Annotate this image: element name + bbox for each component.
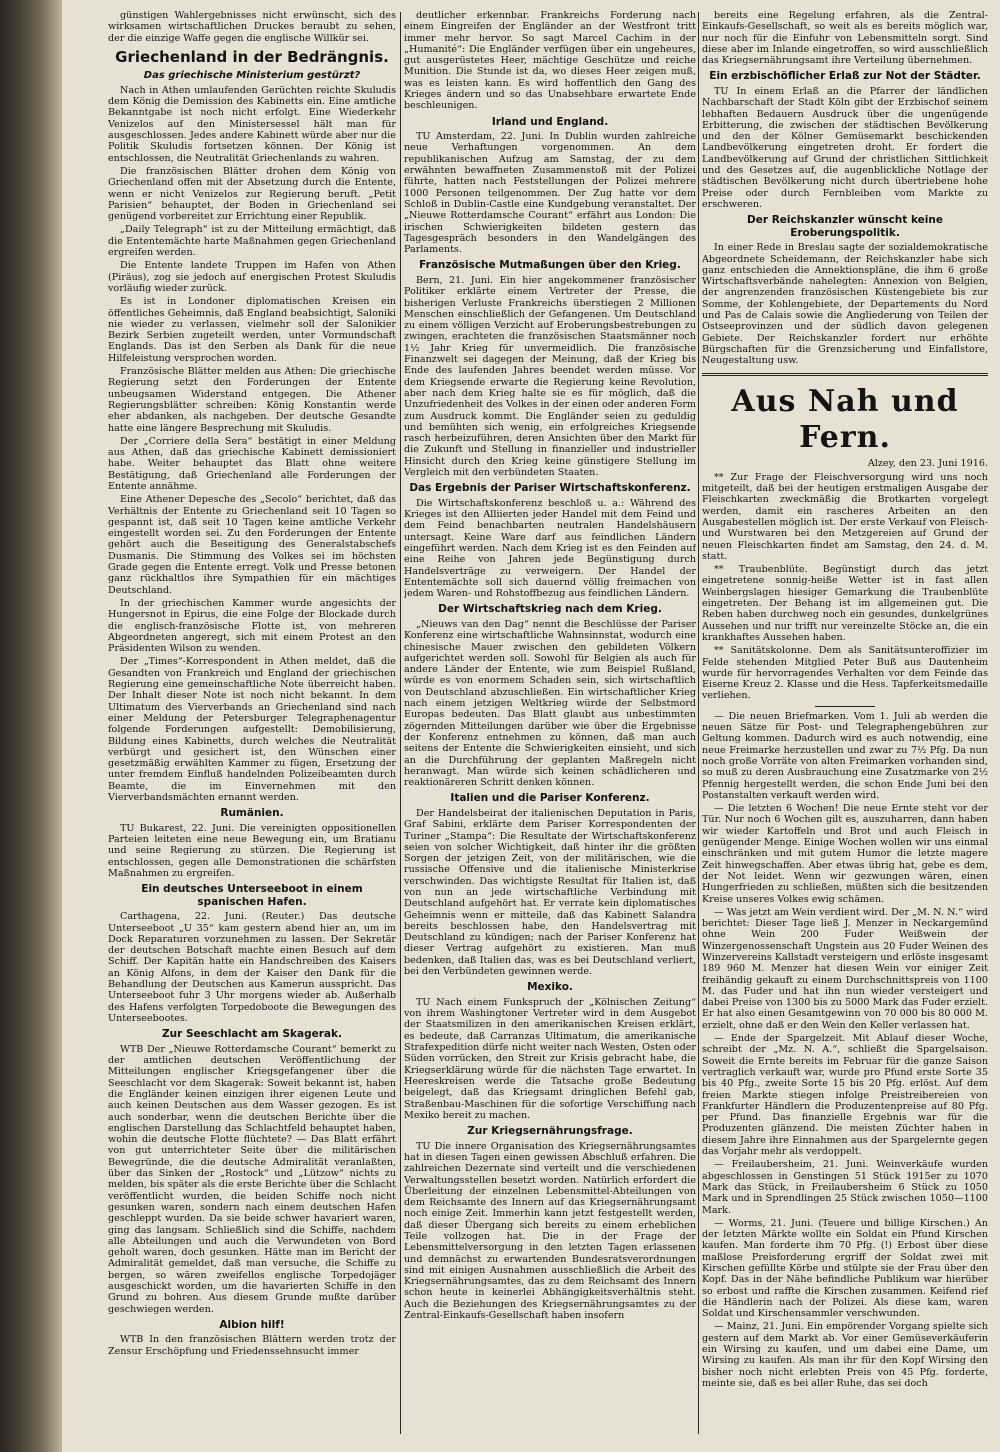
section-heading: Italien und die Pariser Konferenz. xyxy=(450,792,650,805)
paragraph: Französische Blätter melden aus Athen: Die griechische Regierung setzt den Forderungen der Entente unbeugsamen Widerstand entgegen. Die Athener Regierungsblätter schreiben: König Konstantin werde eher abdanken, als nachgeben. Der deutsche Gesandte hatte eine längere Besprechung mit Skuludis. xyxy=(108,366,396,434)
paragraph: Die französischen Blätter drohen dem König von Griechenland offen mit der Absetzung durch die Entente, wenn er nicht Venizelos zur Regierung beruft. „Petit Parisien“ behauptet, der Boden in Griechenland sei genügend vorbereitet zur Errichtung einer Republik. xyxy=(108,165,396,223)
paragraph: — Mainz, 21. Juni. Ein empörender Vorgang spielte sich gestern auf dem Markt ab. Vor einer Gemüseverkäuferin ein Wirsing zu kaufen, und um dabei eine Dame, um Wirsing zu kaufen. Als man ihr für den Kopf Wirsing den bisher noch nicht erlebten Preis von 45 Pfg. forderte, meinte sie, daß es bei aller Ruhe, das sei doch xyxy=(702,1321,988,1389)
paragraph: — Worms, 21. Juni. (Teuere und billige Kirschen.) An der letzten Märkte wollte ein Soldat ein Pfund Kirschen kaufen. Man forderte ihm 70 Pfg. (!) Erbost über diese maßlose Preisforderung ergriff der Soldat zwei mit Kirschen gefüllte Körbe und stülpte sie der Frau über den Kopf. Das in der Nähe befindliche Publikum war hierüber so erbost und raffte die Kirschen zusammen. Keifend rief die Händlerin nach der Polizei. Als diese kam, waren Soldat und Kirschensammler verschwunden. xyxy=(702,1217,988,1320)
paragraph: Die Wirtschaftskonferenz beschloß u. a.: Während des Krieges ist den Alliierten jeder Handel mit dem Feind und dem Feind benachbarten neutralen Handelshäusern untersagt. Keine Ware darf aus feindlichen Ländern eingeführt werden. Nach dem Krieg ist es den Feinden auf eine Reihe von Jahren jede Begünstigung durch Handelsverträge zu verweigern. Der Handel der Ententemächte soll sich dauernd völlig freimachen von jedem Waren- und Rohstoffbezug aus feindlichen Ländern. xyxy=(404,497,696,600)
book-binding-edge xyxy=(0,0,62,1452)
paragraph: günstigen Wahlergebnisses nicht erwünscht, sich des wirksamen wirtschaftlichen Druckes beraubt zu sehen, der die einzige Waffe gegen die englische Willkür sei. xyxy=(108,10,396,44)
paragraph: deutlicher erkennbar. Frankreichs Forderung nach einem Eingreifen der Engländer an der Westfront tritt immer mehr hervor. So sagt Marcel Cachim in der „Humanité“: Die Engländer verfügen über ein ungeheures, gut ausgerüstetes Heer, mächtige Geschütze und reiche Munition. Die Stunde ist da, wo dieses Heer zeigen muß, was es leisten kann. Es wird hoffentlich den Gang des Krieges ändern und so das Unabsehbare erwartete Ende beschleunigen. xyxy=(404,10,696,112)
divider xyxy=(702,373,988,376)
paragraph: Carthagena, 22. Juni. (Reuter.) Das deutsche Unterseeboot „U 35“ kam gestern abend hier an, um im Dock Reparaturen vorzunehmen zu lassen. Der Sekretär der deutschen Botschaft machte einen Besuch auf dem Schiff. Der Kapitän hatte ein Handschreiben des Kaisers an König Alfons, in dem der Kaiser den Dank für die Behandlung der Deutschen aus Kamerun ausspricht. Das Unterseeboot fuhr 3 Uhr morgens wieder ab. Außerhalb des Hafens verfolgten Torpedoboote die Bewegungen des Unterseebootes. xyxy=(108,911,396,1024)
paragraph: Der „Corriere della Sera“ bestätigt in einer Meldung aus Athen, daß das griechische Kabinett demissioniert habe. Weiter behauptet das Blatt ohne weitere Bestätigung, daß Griechenland alle Forderungen der Entente annähme. xyxy=(108,435,396,492)
paragraph: TU Amsterdam, 22. Juni. In Dublin wurden zahlreiche neue Verhaftungen vorgenommen. An dem republikanischen Aufzug am Samstag, der zu dem erwähnten bewaffneten Zusammenstoß mit der Polizei führte, hatten nach Feststellungen der Polizei mehrere 1000 Personen teilgenommen. Der Zug hatte vor dem Schloß in Dublin-Castle eine Kundgebung veranstaltet. Der „Nieuwe Rotterdamsche Courant“ erfährt aus London: Die irischen Schwierigkeiten bildeten gestern das Tagesgespräch besonders in den Wandelgängen des Parlaments. xyxy=(404,131,696,256)
paragraph: Der „Times“-Korrespondent in Athen meldet, daß die Gesandten von Frankreich und England der griechischen Regierung eine gemeinschaftliche Note überreicht haben. Der Inhalt dieser Note ist noch nicht bekannt. In dem Ultimatum des Vierverbands an Griechenland sind nach einer Meldung der Petersburger Telegraphenagentur folgende Forderungen aufgestellt: Demobilisierung, Bildung eines Kabinetts, durch welches die Neutralität verbürgt und gesichert ist, den Wünschen einer gesetzmäßig erwählten Kammer zu fügen, Ersetzung der unter fremdem Einfluß handelnden Polizeibeamten durch Beamte, die im Einvernehmen mit den Vierverbandsmächten ernannt werden. xyxy=(108,656,396,803)
paragraph: Nach in Athen umlaufenden Gerüchten reichte Skuludis dem König die Demission des Kabinetts ein. Eine amtliche Bekanntgabe ist noch nicht erfolgt. Eine Wiederkehr Venizelos auf den Ministersessel hält man für ausgeschlossen. Jedes andere Kabinett würde aber nur die Politik Skuludis fortsetzen können. Der König ist entschlossen, die Neutralität Griechenlands zu wahren. xyxy=(108,84,396,164)
section-heading: Ein deutsches Unterseeboot in einem spanischen Hafen. xyxy=(141,883,363,908)
paragraph: ** Traubenblüte. Begünstigt durch das jetzt eingetretene sonnig-heiße Wetter ist in fast allen Weinbergslagen hiesiger Gemarkung die Traubenblüte eingetreten. Der Behang ist im allgemeinen gut. Die Reben haben durchweg noch ein gesundes, dunkelgrünes Aussehen und nur trifft nur vereinzelte Stöcke an, die ein krankhaftes Aussehen haben. xyxy=(702,564,988,643)
paragraph: WTB In den französischen Blättern werden trotz der Zensur Erschöpfung und Friedenssehnsucht immer xyxy=(108,1334,396,1357)
paragraph: TU Bukarest, 22. Juni. Die vereinigten oppositionellen Parteien leiteten eine neue Bewegung ein, um Bratianu und seine Regierung zu stürzen. Die Regierung ist entschlossen, gegen alle Demonstrationen die schärfsten Maßnahmen zu ergreifen. xyxy=(108,822,396,879)
section-heading: Das Ergebnis der Pariser Wirtschaftskonferenz. xyxy=(409,482,691,495)
column-3 xyxy=(702,10,988,1434)
paragraph: Eine Athener Depesche des „Secolo“ berichtet, daß das Verhältnis der Entente zu Griechenland seit 10 Tagen so gespannt ist, daß seit 10 Tagen keine amtliche Verkehr eingestellt worden sei. Zu den Forderungen der Entente gehört auch die Beseitigung des Generalstabschefs Dusmanis. Die Stimmung des Volkes sei im höchsten Grade gegen die Entente erregt. Volk und Presse betonen ganz rückhaltlos ihre Sympathien für ein mächtiges Deutschland. xyxy=(108,494,396,596)
column-rule xyxy=(400,12,401,1434)
paragraph: Die Entente landete Truppen im Hafen von Athen (Piräus), zog sie jedoch auf energischen Protest Skuludis vorläufig wieder zurück. xyxy=(108,260,396,294)
paragraph: Bern, 21. Juni. Ein hier angekommener französischer Politiker erklärte einem Vertreter der Presse, die bisherigen Verluste Frankreichs überstiegen 2 Millionen Menschen einschließlich der Gefangenen. Um Deutschland zu einem völligen Verzicht auf Eroberungsbestrebungen zu zwingen, erachteten die französischen Staatsmänner noch 1½ Jahr Krieg für unvermeidlich. Die französische Finanzwelt sei dagegen der Meinung, daß der Krieg bis Ende des laufenden Jahres beendet werden müsse. Vor dem Kriegsende erwarte die Regierung keine Revolution, aber nach dem Krieg halte sie es für möglich, daß die Unzufriedenheit des Volkes in der einen oder anderen Form zum Ausdruck kommt. Die Engländer seien zu geduldig und bemühten sich wenig, ein erfolgreiches Kriegsende rasch herbeizuführen, deren Ansichten über den Markt für die Zukunft und Stellung in finanzieller und industrieller Hinsicht durch den Krieg keine günstigere Stellung im Vergleich mit den verbündeten Staaten. xyxy=(404,274,696,478)
section-heading: Rumänien. xyxy=(220,807,284,820)
paragraph: Der Handelsbeirat der italienischen Deputation in Paris, Graf Sabini, erklärte dem Pariser Korrespondenten der Turiner „Stampa“: Die Resultate der Wirtschaftskonferenz seien von solcher Wichtigkeit, daß hinter ihr die größten Sorgen der jetzigen Zeit, von der militärischen, wie die russische Offensive und die italienische Ministerkrise verschwinden. Das wichtigste Resultat für Italien ist, daß von nun an jede wirtschaftliche Verbindung mit Deutschland aufgehört hat. Er verrate kein diplomatisches Geheimnis wenn er mitteile, daß das Kabinett Salandra bereits beschlossen habe, den Handelsvertrag mit Deutschland zu kündigen; nach der Pariser Konferenz hat dieser Vertrag aufgehört zu existieren. Man muß bedenken, daß Italien das, was es bei Deutschland verliert, bei den Verbündeten gewinnen werde. xyxy=(404,807,696,978)
paragraph: In der griechischen Kammer wurde angesichts der Hungersnot in Epirus, die eine Folge der Blockade durch die englisch-französische Flotte ist, von mehreren Abgeordneten angeregt, sich mit einem Protest an den Präsidenten Wilson zu wenden. xyxy=(108,597,396,655)
paragraph: ** Sanitätskolonne. Dem als Sanitätsunteroffizier im Felde stehenden Mitglied Peter Buß aus Dautenheim wurde für hervorragendes Verhalten vor dem Feinde das Eiserne Kreuz 2. Klasse und die Hess. Tapferkeitsmedaille verliehen. xyxy=(702,645,988,702)
paragraph: In einer Rede in Breslau sagte der sozialdemokratische Abgeordnete Scheidemann, der Reichskanzler habe sich ganz entschieden die Annektionspläne, die ihm 6 große Wirtschaftsverbände nahelegten: Annexion von Belgien, der angrenzenden französischen Küstengebiete bis zur Somme, der Kohlengebiete, der Departements du Nord und Pas de Calais sowie die Angliederung von Teilen der Ostseeprovinzen und der südlich davon gelegenen Gebiete. Der Reichskanzler fordert nur erhöhte Bürgschaften für die Grenzsicherung und Einfallstore, Neugestaltung usw. xyxy=(702,242,988,367)
paragraph: — Die neuen Briefmarken. Vom 1. Juli ab werden die neuen Sätze für Post- und Telegraphengebühren zur Geltung kommen. Dadurch wird es auch notwendig, eine neue Freimarke herzustellen und zwar zu 7½ Pfg. Da nun noch große Vorräte von alten Freimarken vorhanden sind, so muß zu deren Ausbrauchung eine Zusatzmarke von 2½ Pfennig hergestellt werden, die schon Ende Juni bei den Postanstalten verkauft werden wird. xyxy=(702,710,988,801)
section-heading: Ein erzbischöflicher Erlaß zur Not der Städter. xyxy=(709,70,981,83)
section-heading: Zur Seeschlacht am Skagerak. xyxy=(162,1028,342,1041)
paragraph: Es ist in Londoner diplomatischen Kreisen ein öffentliches Geheimnis, daß England beabsichtigt, Saloniki nie wieder zu verlassen, vielmehr soll der Salonikier Bezirk Serbien zugeteilt werden, unter Vormundschaft Englands. Das ist den Serben als Dank für die neue Hilfeleistung versprochen worden. xyxy=(108,296,396,364)
paragraph: bereits eine Regelung erfahren, als die Zentral-Einkaufs-Gesellschaft, so weit als es bereits möglich war, nur noch für die Einfuhr von Lebensmitteln sorgt. Sind diese aber im Inlande eingetroffen, so wird ausschließlich das Kriegsernährungsamt ihre Verteilung übernehmen. xyxy=(702,10,988,67)
section-heading: Der Wirtschaftskrieg nach dem Krieg. xyxy=(438,603,662,616)
column-2 xyxy=(404,10,696,1434)
column-rule xyxy=(698,12,699,1434)
section-heading: Der Reichskanzler wünscht keine Eroberungspolitik. xyxy=(747,214,943,239)
paragraph: — Die letzten 6 Wochen! Die neue Ernte steht vor der Tür. Nur noch 6 Wochen gilt es, auszuharren, dann haben wir wieder Kartoffeln und Brot und auch Fleisch in genügender Menge. Einige Wochen wollen wir uns einmal einschränken und mit gutem Humor die letzte magere Zeit hinwegschaffen. Aber etwas übrig hat, gebe es dem, der Not leidet. Wenn wir gezwungen wären, einen Hungerfrieden zu schließen, müßten sich die besitzenden Kreise unseres Volkes ewig schämen. xyxy=(702,803,988,905)
dateline: Alzey, den 23. Juni 1916. xyxy=(867,457,988,469)
paragraph: „Daily Telegraph“ ist zu der Mitteilung ermächtigt, daß die Ententemächte harte Maßnahmen gegen Griechenland ergreifen werden. xyxy=(108,224,396,259)
paragraph: TU In einem Erlaß an die Pfarrer der ländlichen Nachbarschaft der Stadt Köln gibt der Erzbischof seinem lebhaften Bedauern Ausdruck über die ungenügende Erbitterung, die zwischen der städtischen Bevölkerung und den der Kölner Gemüsemarkt beschickenden Landbevölkerung eingetreten droht. Er fordert die Landbevölkerung auf Grund der christlichen Sittlichkeit und des Gesetzes auf, die augenblickliche Notlage der städtischen Bevölkerung nicht durch übertriebene hohe Preise oder durch Fernbleiben vom Markte zu erschweren. xyxy=(702,85,988,210)
section-heading: Zur Kriegsernährungsfrage. xyxy=(467,1125,633,1138)
paragraph: TU Die innere Organisation des Kriegsernährungsamtes hat in diesen Tagen einen gewissen Abschluß erfahren. Die zahlreichen Dezernate sind verteilt und die verschiedenen Verwaltungsstellen besetzt worden. Natürlich erfordert die Überleitung der einzelnen Lebensmittel-Abteilungen von dem Reichsamte des Innern auf das Kriegsernährungsamt noch einige Zeit. Immerhin kann jetzt festgestellt werden, daß dieser Übergang sich bereits zu einem erheblichen Teile vollzogen hat. Die in der Frage der Lebensmittelversorgung in den letzten Tagen erlassenen und demnächst zu erwartenden Bundesratsverordnungen sind mit einigen Ausnahmen ausschließlich die Arbeit des Kriegsernährungsamtes, das zu dem Reichsamt des Innern schon heute in keinerlei Abhängigkeitsverhältnis steht. Auch die Beziehungen des Kriegsernährungsamtes zu der Zentral-Einkaufs-Gesellschaft haben insofern xyxy=(404,1140,696,1322)
section-heading: Französische Mutmaßungen über den Krieg. xyxy=(419,259,681,272)
paragraph: — Ende der Spargelzeit. Mit Ablauf dieser Woche, schreibt der „Mz. N. A.“, schließt die Spargelsaison. Soweit die Ernte bereits im Februar für die ganze Saison vertraglich verkauft war, wurde pro Pfund erste Sorte 35 bis 40 Pfg., zweite Sorte 15 bis 20 Pfg. erlöst. Auf dem freien Markte stiegen infolge Preistreibereien von Frankfurter Händlern die Produzentenpreise auf 80 Pfg. per Pfund. Das finanzielle Ergebnis war für die Produzenten glänzend. Die meisten Züchter haben in diesem Jahre ihre Einnahmen aus der Spargelernte gegen das Vorjahr mehr als verdoppelt. xyxy=(702,1033,988,1158)
paragraph: WTB Der „Nieuwe Rotterdamsche Courant“ bemerkt zu der amtlichen deutschen Veröffentlichung der Mitteilungen englischer Kriegsgefangener über die Seeschlacht vor dem Skagerak: Soweit bekannt ist, haben die Engländer keinen einzigen ihrer eigenen Leute und auch keinen Deutschen aus dem Wasser gezogen. Es ist auch sonderbar, wenn die deutschen Berichte über die englischen Darstellung das Schlachtfeld behauptet haben, wohin die deutsche Flotte flüchtete? — Das Blatt erfährt von gut unterrichteter Seite über die militärischen Bewegründe, die die deutsche Admiralität veranlaßten, über das Sinken der „Rostock“ und „Lützow“ nichts zu melden, bis später als die erste Berichte über die Schlacht veröffentlicht wurden, die beiden Schiffe noch nicht gesunken waren, sondern nach einem deutschen Hafen geschleppt wurden. Da sie beide schwer havariert waren, ging das langsam. Schließlich sind die Schiffe, nachdem alle Abteilungen und auch die Verwundeten von Bord geholt waren, doch gesunken. Hätte man im Bericht der Admiralität gemeldet, daß man versuche, die Schiffe zu bergen, so wären zweifellos englische Torpedojäger ausgeschickt worden, um die havarierten Schiffe in den Grund zu bohren. Aus diesem Grunde mußte darüber geschwiegen werden. xyxy=(108,1043,396,1315)
paragraph: — Freilaubersheim, 21. Juni. Weinverkäufe wurden abgeschlossen in Genstingen 51 Stück 1915er zu 1070 Mark das Stück, in Freilaubersheim 6 Stück zu 1050 Mark und in Sprendlingen 25 Stück zwischen 1050—1100 Mark. xyxy=(702,1159,988,1216)
divider xyxy=(815,706,875,707)
section-heading: Mexiko. xyxy=(527,981,573,994)
section-heading: Irland und England. xyxy=(491,115,609,128)
paragraph: TU Nach einem Funkspruch der „Kölnischen Zeitung“ von ihrem Washingtoner Vertreter wird in dem Ausgebot der Staatsmilizen in den amerikanischen Kreisen erklärt, es bedeute, daß Carranzas Ultimatum, die amerikanische Strafexpedition dürfe nicht weiter nach Westen, Osten oder Süden vorrücken, den Streit zur Krisis gebracht habe, die Kriegserklärung würde für die nächsten Tage erwartet. In Heereskreisen werde die Tatsache große Bedeutung beigelegt, daß das Kriegsamt dringlichen Befehl gab, Straßenbau-Maschinen für die sofortige Verschiffung nach Mexiko bereit zu machen. xyxy=(404,996,696,1121)
paragraph: „Nieuws van den Dag“ nennt die Beschlüsse der Pariser Konferenz eine wirtschaftliche Wahnsinnstat, wodurch eine chinesische Mauer zwischen den gebildeten Völkern aufgerichtet werden soll. Sowohl für Belgien als auch für andere Länder der Entente, wie zum Beispiel Rußland, würde es von enormem Schaden sein, sich wirtschaftlich von Deutschland abzuschließen. Ein wirtschaftlicher Krieg nach einem jetzigen Weltkrieg würde der Selbstmord Europas bedeuten. Das Blatt glaubt aus unbestimmten zögernden Mitteilungen darüber wie über die Ergebnisse der Konferenz entnehmen zu können, daß man auch seitens der Entente die Schwierigkeiten einsieht, und sich an die Durchführung der geplanten Maßregeln nicht heranwagt. Man würde sich keinen schädlicheren und reaktionäreren Schritt denken können. xyxy=(404,618,696,789)
paragraph: ** Zur Frage der Fleischversorgung wird uns noch mitgeteilt, daß bei der heutigen erstmaligen Ausgabe der Fleischkarten zweckmäßig die Brotkarten vorgelegt werden, damit ein rascheres Arbeiten an den Ausgabestellen möglich ist. Der erste Verkauf von Fleisch- und Wurstwaren bei den Metzgereien auf Grund der neuen Fleischkarten findet am Samstag, den 24. d. M. statt. xyxy=(702,471,988,562)
subheadline: Das griechische Ministerium gestürzt? xyxy=(143,69,361,81)
section-heading: Albion hilf! xyxy=(219,1318,285,1331)
headline: Griechenland in der Bedrängnis. xyxy=(115,47,389,66)
column-1 xyxy=(108,10,396,1434)
paragraph: — Was jetzt am Wein verdient wird. Der „M. N. N.“ wird berichtet: Dieser Tage ließ J. Menzer in Neckargemünd ohne Wein 200 Fuder Weißwein der Winzergenossenschaft Ungstein aus 20 Fuder Weinen des Winzervereins Kallstadt versteigern und erlöste insgesamt 189 960 M. Menzer hat diesen Wein vor einiger Zeit freihändig gekauft zu einem Durchschnittspreis von 1100 M. das Fuder und hat ihn nun wieder versteigert und dabei Preise von 1300 bis zu 5000 Mark das Fuder erzielt. Er hat also einen Gesamtgewinn von 70 000 bis 80 000 M. erzielt, ohne daß er den Wein den Keller verlassen hat. xyxy=(702,906,988,1031)
local-news-masthead: Aus Nah und Fern. xyxy=(731,383,959,455)
